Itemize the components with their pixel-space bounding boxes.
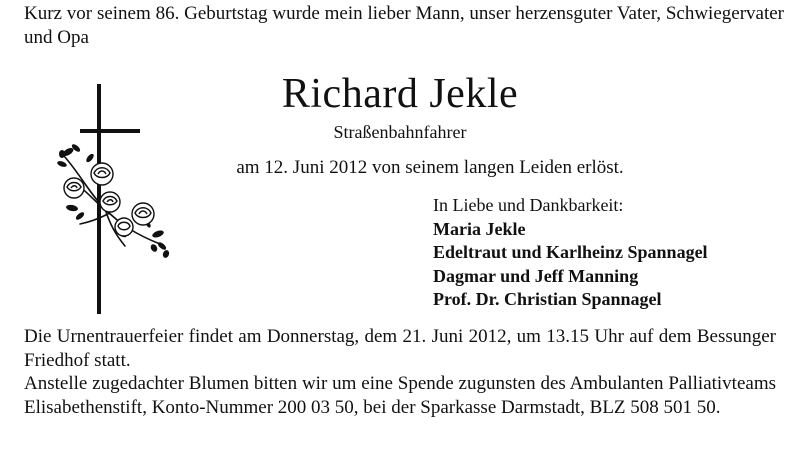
mourners-list xyxy=(433,194,793,312)
cross-with-roses-icon xyxy=(50,84,180,316)
mourners-intro: In Liebe und Dankbarkeit: xyxy=(433,195,624,215)
release-statement: am 12. Juni 2012 von seinem langen Leiden erlöst. xyxy=(236,157,624,178)
donation-info: Anstelle zugedachter Blumen bitten wir um eine Spende zugunsten des Ambulanten Palliativteams Elisabethenstift, Konto-Nummer 200 03 50, bei der Sparkasse Darmstadt, BLZ 508 501 50. xyxy=(24,373,776,418)
mourner-name: Maria Jekle xyxy=(433,218,526,239)
deceased-occupation: Straßenbahnfahrer xyxy=(333,122,467,142)
funeral-info: Die Urnentrauerfeier findet am Donnerstag, dem 21. Juni 2012, um 13.15 Uhr auf dem Bessunger Friedhof statt. xyxy=(24,326,776,371)
mourner-name: Dagmar und Jeff Manning xyxy=(433,265,639,286)
deceased-name: Richard Jekle xyxy=(281,71,519,117)
mourner-name: Prof. Dr. Christian Spannagel xyxy=(433,289,662,309)
mourner-name: Edeltraut und Karlheinz Spannagel xyxy=(433,242,708,262)
intro-text: Kurz vor seinem 86. Geburtstag wurde mein lieber Mann, unser herzensguter Vater, Schwiegervater und Opa xyxy=(24,3,784,48)
footer-info xyxy=(24,325,776,419)
